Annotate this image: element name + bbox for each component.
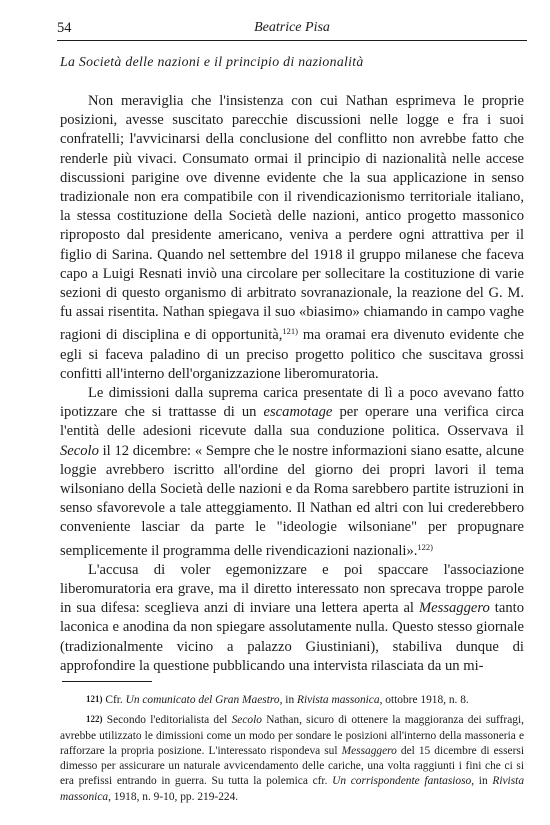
text-run: Nathan, sicuro di ottenere la maggioranza dei suffragi, avrebbe utilizzato le dimissioni come un modo per sondare le posizioni all'interno della massoneria e rafforzare la propria posizione. L'interessato rispondeva sul bbox=[60, 714, 524, 757]
text-run: il 12 dicembre: « Sempre che le nostre informazioni siano esatte, alcune loggie avrebbero iscritto all'ordine del giorno dei propri lavori il tema wilsoniano della Società delle nazioni e da Roma sarebbero partite istruzioni in senso sfavorevole a tale atteggiamento. Il Nathan ed altri con lui crederebbero conveniente lasciar da parte le "ideologie wilsoniane" per propugnare semplicemente il programma delle rivendicazioni nazionali». bbox=[60, 442, 524, 559]
text-run: Non meraviglia che l'insistenza con cui Nathan esprimeva le proprie posizioni, avesse suscitato parecchie discussioni nelle logge e fra i suoi confratelli; l'avvicinarsi della conclusione del conflitto non avrebbe fatto che renderle più vivaci. Consumato ormai il principio di nazionalità nelle accese discussioni parigine ove divenne evidente che la sua applicazione in senso tradizionale non era compatibile con il rivendicazionismo territoriale italiano, la stessa costituzione della Società delle nazioni, antico progetto massonico riproposto dal presidente americano, veniva a perdere ogni attrattiva per il figlio di Sarina. Quando nel settembre del 1918 il gruppo milanese che faceva capo a Luigi Resnati inviò una circolare per sollecitare la costituzione di varie sezioni di questo organismo di arbitrato sovranazionale, la reazione del G. M. fu assai risentita. Nathan spiegava il suo «biasimo» chiamando in campo vaghe ragioni di disciplina e di opportunità, bbox=[60, 93, 524, 344]
text-run: tanto laconica e anodina da non spiegare assolutamente nulla. Questo stesso giornale (tradizionalmente vicino a palazzo Giustiniani), stabiliva dunque di approfondire la questione pubblicando una intervista rilasciata da un mi- bbox=[60, 600, 524, 674]
text-run: , ottobre 1918, n. 8. bbox=[379, 694, 469, 706]
text-run: , 1918, n. 9-10, pp. 219-224. bbox=[108, 790, 239, 803]
italic-title: Rivista massonica bbox=[60, 775, 525, 803]
text-run: , in bbox=[279, 694, 297, 706]
italic-title: Messaggero bbox=[341, 744, 397, 757]
italic-title: Un corrispondente fantasioso bbox=[332, 775, 472, 788]
text-run: per operare una verifica circa l'entità delle adesioni ricevute dalla sua conduzione politica. Osservava il bbox=[60, 404, 524, 440]
footnote-number: 122) bbox=[86, 714, 103, 725]
italic-term: Secolo bbox=[60, 442, 99, 459]
text-run: del 15 dicembre di essersi dimesso per assicurare un naturale avvicendamento delle cariche, una volta raggiunti i fini che ci si era prefissi entrando in guerra. Su tutta la polemica cfr. bbox=[60, 744, 524, 788]
italic-title: Rivista massonica bbox=[296, 694, 380, 706]
text-run: Cfr. bbox=[102, 694, 126, 706]
italic-term: Messaggero bbox=[419, 600, 490, 617]
body-text bbox=[60, 92, 524, 676]
footnote-122 bbox=[60, 712, 524, 805]
footnote-rule bbox=[62, 681, 152, 682]
footnote-reference: 121) bbox=[282, 326, 299, 337]
footnote-number: 121) bbox=[86, 694, 103, 704]
running-head: Beatrice Pisa bbox=[254, 20, 330, 35]
text-run: Secondo l'editorialista del bbox=[102, 714, 232, 727]
text-run: ma oramai era divenuto evidente che egli si faceva paladino di un preciso progetto politico che suscitava grossi confitti all'interno dell'organizzazione liberomuratoria. bbox=[60, 327, 524, 382]
italic-title: Un comunicato del Gran Maestro bbox=[125, 694, 280, 706]
paragraph bbox=[60, 561, 524, 676]
page-number: 54 bbox=[57, 20, 72, 36]
paragraph bbox=[60, 92, 524, 384]
footnotes bbox=[60, 692, 524, 809]
paragraph bbox=[60, 384, 524, 561]
italic-term: escamotage bbox=[263, 404, 333, 421]
text-run: , in bbox=[471, 775, 493, 788]
text-run: Le dimissioni dalla suprema carica presentate di lì a poco avevano fatto ipotizzare che si trattasse di un bbox=[60, 385, 524, 421]
footnote-reference: 122) bbox=[417, 541, 434, 552]
section-heading: La Società delle nazioni e il principio di nazionalità bbox=[60, 54, 364, 69]
text-run: L'accusa di voler egemonizzare e poi spaccare l'associazione liberomuratoria era grave, ma il diretto interessato non sprecava troppe parole in sua difesa: sceglieva anzi di inviare una lettera aperta al bbox=[60, 561, 524, 617]
italic-title: Secolo bbox=[231, 714, 262, 727]
footnote-121 bbox=[60, 692, 524, 708]
page-header bbox=[57, 20, 527, 41]
